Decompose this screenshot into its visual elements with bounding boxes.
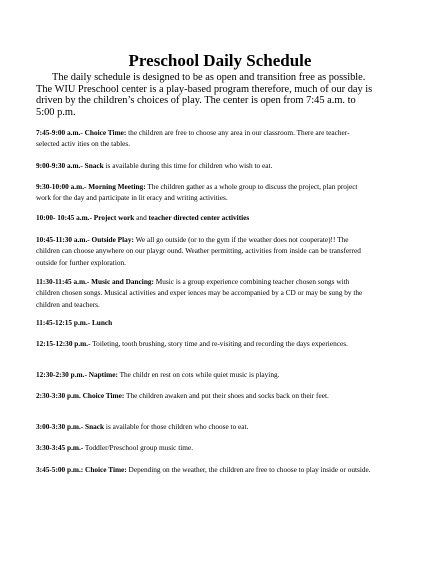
entry-label: 12:30-2:30 p.m.- Naptime: [36,370,118,379]
entry-label: 7:45-9:00 a.m.- Choice Time: [36,128,127,137]
entry-text: is available during this time for children who wish to eat. [103,161,273,170]
entry-text: and [134,213,149,222]
intro-text: The daily schedule is designed to be as open and transition free as possible. The WIU Preschool center is a play-based program therefore, much of our day is driven by the children’s choices of play. The center is open from 7:45 a.m. to 5:00 p.m. [36,72,373,118]
entry-text: The childr en rest on cots while quiet music is playing. [117,370,280,379]
entry-label: 2:30-3:30 p.m. Choice Time: [36,391,125,400]
entry-text: The children gather as a whole group to discuss the project, plan project work for the day and participate in lit eracy and writing activities. [36,182,358,203]
entry-label: 11:45-12:15 p.m.- Lunch [36,318,113,327]
entry-label: 3:30-3:45 p.m.- [36,443,84,452]
schedule-entry-project-work [36,212,372,223]
schedule-entry-group-music [36,442,372,453]
entry-label-secondary: teacher directed center activities [148,213,250,222]
schedule-entry-naptime [36,369,372,380]
entry-text: is available for those children who choose to eat. [104,422,249,431]
entry-text: the children are free to choose any area in our classroom. There are teacher-selected activ ities on the tables. [36,128,350,149]
entry-label: 3:00-3:30 p.m.- Snack [36,422,105,431]
entry-text: Music is a group experience combining teacher chosen songs with children chosen songs. Musical activities and exper iences may be accompanied by a CD or may be sung by the children and teachers. [36,277,363,309]
schedule-entry-morning-meeting [36,181,372,204]
entry-text: Toileting, tooth brushing, story time and re-visiting and recording the days experiences. [90,339,348,348]
entry-label: 10:00- 10:45 a.m.- Project work [36,213,135,222]
schedule-entry-snack-afternoon [36,421,372,432]
schedule-entry-toileting [36,338,372,349]
entry-label: 12:15-12:30 p.m.- [36,339,91,348]
entry-text: The children awaken and put their shoes and socks back on their feet. [124,391,329,400]
page-title: Preschool Daily Schedule [128,51,312,70]
schedule-entry-snack-morning [36,160,372,171]
entry-label: 9:30-10:00 a.m.- Morning Meeting: [36,182,146,191]
entry-text: Toddler/Preschool group music time. [83,443,194,452]
schedule-entry-outside-play [36,234,372,268]
schedule-entry-lunch [36,317,372,328]
entry-label: 10:45-11:30 a.m.- Outside Play: [36,235,134,244]
schedule-entry-choice-time-morning [36,127,372,150]
entry-text: Depending on the weather, the children are free to choose to play inside or outside. [126,465,371,474]
intro-paragraph [36,72,376,118]
entry-label: 3:45-5:00 p.m.: Choice Time: [36,465,127,474]
entry-label: 11:30-11:45 a.m.- Music and Dancing: [36,277,154,286]
schedule-entry-music-dancing [36,276,372,310]
entry-label: 9:00-9:30 a.m.- Snack [36,161,104,170]
entry-text: We all go outside (or to the gym if the weather does not cooperate)!! The children can choose anywhere on our playgr ound. Weather permitting, activities from inside can be transferred outside for further exploration. [36,235,361,267]
schedule-entry-choice-time-evening [36,464,372,475]
schedule-entry-choice-time-afternoon [36,390,372,401]
